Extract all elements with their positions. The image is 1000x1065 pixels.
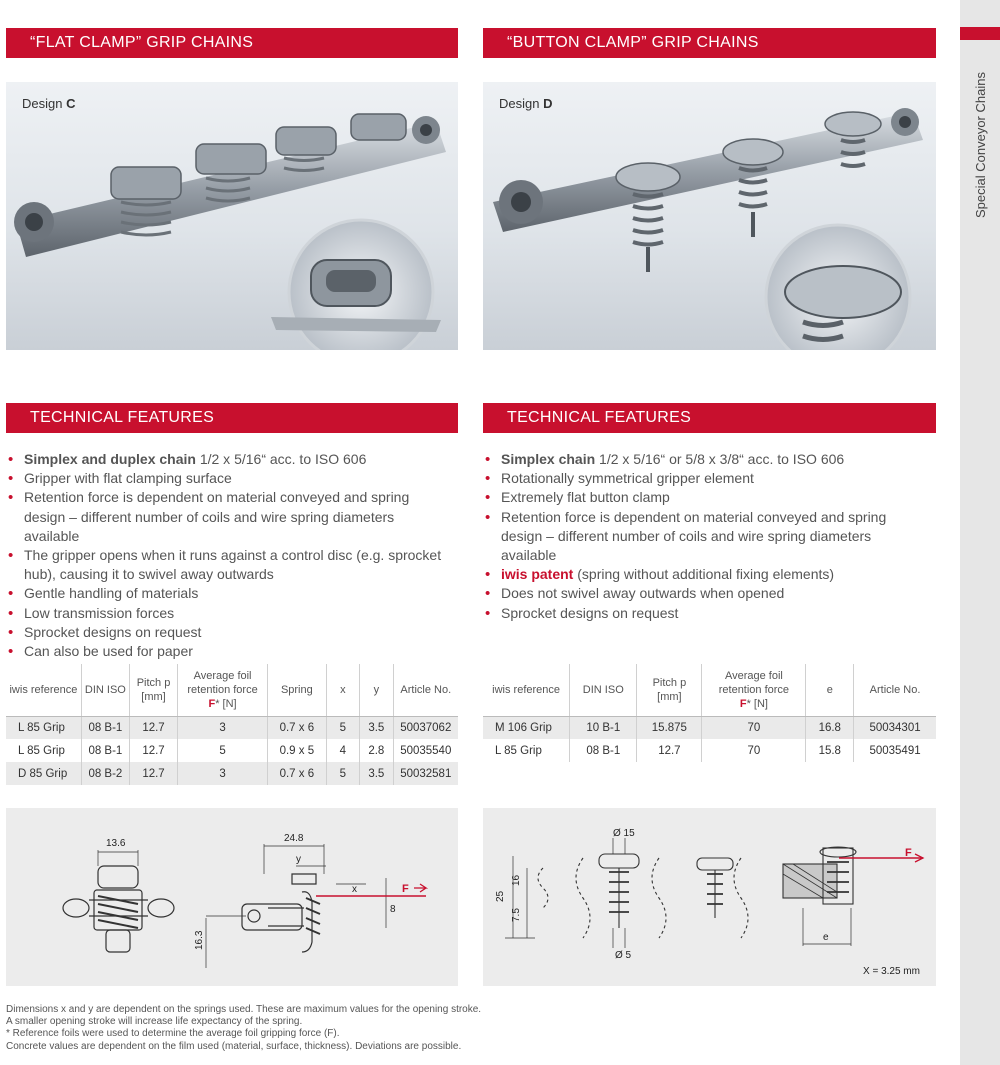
feature-item: [8, 604, 448, 623]
design-d-letter: D: [543, 96, 553, 111]
table-row: [483, 739, 936, 762]
button-clamp-chain-illustration: [483, 82, 936, 350]
table-cell: 15.875: [637, 716, 702, 739]
design-c-photo: [6, 82, 458, 350]
feature-text: Gentle handling of materials: [24, 585, 199, 602]
left-feature-list: [8, 450, 448, 661]
table-cell: 10 B-1: [570, 716, 637, 739]
col-header-pitch: Pitch p [mm]: [129, 664, 177, 716]
table-cell: 70: [702, 716, 806, 739]
feature-item: [8, 488, 448, 546]
col-header-spring: Spring: [268, 664, 327, 716]
dim-8: 8: [390, 904, 396, 915]
button-clamp-technical-drawing: [483, 808, 936, 986]
feature-text: Sprocket designs on request: [501, 604, 679, 621]
sidebar: [960, 0, 1000, 1065]
table-cell: 5: [326, 716, 359, 739]
table-cell: L 85 Grip: [18, 744, 65, 757]
table-row: [6, 716, 458, 739]
flat-clamp-heading: “FLAT CLAMP” GRIP CHAINS: [6, 28, 458, 58]
table-cell: 50037062: [393, 716, 458, 739]
col-header-din-iso: DIN ISO: [81, 664, 129, 716]
table-cell: 3.5: [360, 716, 393, 739]
dim-e: e: [823, 932, 829, 943]
dim-diameter-15: Ø 15: [613, 828, 635, 839]
feature-text: Extremely flat button clamp: [501, 489, 670, 506]
col-header-din-iso: DIN ISO: [570, 664, 637, 716]
table-cell: 0.9 x 5: [268, 739, 327, 762]
feature-item: [8, 623, 448, 642]
table-cell: 12.7: [129, 739, 177, 762]
feature-text: Retention force is dependent on material conveyed and spring design – different number of coils and wire spring diameters available: [501, 508, 887, 564]
col-header-reference: iwis reference: [483, 664, 570, 716]
dim-16: 16: [511, 874, 522, 886]
design-c-label: Design C: [22, 96, 76, 111]
dim-x: x: [352, 884, 357, 895]
feature-emphasis: Simplex chain: [501, 451, 596, 467]
col-header-retention-force: Average foil retention force F* [N]: [178, 664, 268, 716]
table-cell: 5: [326, 762, 359, 785]
table-cell: 50034301: [854, 716, 936, 739]
footnote-line: Concrete values are dependent on the film used (material, surface, thickness). Deviations are possible.: [6, 1040, 462, 1052]
table-cell: L 85 Grip: [6, 716, 81, 739]
feature-text: Rotationally symmetrical gripper element: [501, 470, 754, 487]
table-row: [483, 716, 936, 739]
feature-text: The gripper opens when it runs against a control disc (e.g. sprocket hub), causing it to swivel away outwards: [24, 547, 442, 583]
table-cell: 50035540: [393, 739, 458, 762]
left-technical-features-heading: TECHNICAL FEATURES: [6, 403, 458, 433]
button-clamp-heading: “BUTTON CLAMP” GRIP CHAINS: [483, 28, 936, 58]
force-label-f: F: [905, 847, 912, 859]
footnotes: [6, 1004, 481, 1053]
feature-item: [8, 469, 448, 488]
right-technical-features-heading: TECHNICAL FEATURES: [483, 403, 936, 433]
dim-13-6: 13.6: [106, 838, 126, 849]
table-cell: 3.5: [360, 762, 393, 785]
table-cell: 3: [178, 716, 268, 739]
sidebar-accent-bar: [960, 27, 1000, 40]
table-row: [6, 762, 458, 785]
feature-text: 1/2 x 5/16“ acc. to ISO 606: [195, 451, 367, 467]
dim-16-3: 16.3: [194, 930, 205, 950]
design-d-label: Design D: [499, 96, 553, 111]
feature-text: Can also be used for paper: [24, 643, 193, 660]
feature-text: Does not swivel away outwards when opened: [501, 585, 785, 602]
design-d-photo: [483, 82, 936, 350]
col-header-article-no: Article No.: [854, 664, 936, 716]
table-cell: D 85 Grip: [6, 762, 81, 785]
footnote-line: * Reference foils were used to determine the average foil gripping force (F).: [6, 1028, 340, 1040]
dim-24-8: 24.8: [284, 833, 304, 844]
table-cell: 70: [702, 739, 806, 762]
x-value-note: X = 3.25 mm: [863, 966, 920, 977]
dim-y: y: [296, 854, 301, 865]
table-cell: 5: [178, 739, 268, 762]
table-row: [6, 739, 458, 762]
feature-item: [485, 450, 925, 469]
flat-clamp-chain-illustration: [6, 82, 458, 350]
feature-text: 1/2 x 5/16“ or 5/8 x 3/8“ acc. to ISO 606: [595, 451, 845, 467]
col-header-x: x: [326, 664, 359, 716]
feature-item: [8, 584, 448, 603]
feature-text: Sprocket designs on request: [24, 623, 202, 640]
table-cell: M 106 Grip: [483, 716, 570, 739]
flat-clamp-drawing-svg: [6, 808, 458, 986]
table-cell: 2.8: [360, 739, 393, 762]
footnote-line: A smaller opening stroke will increase life expectancy of the spring.: [6, 1016, 303, 1028]
table-header-row: [483, 664, 936, 716]
footnote-line: Dimensions x and y are dependent on the springs used. These are maximum values for the opening stroke.: [6, 1004, 482, 1015]
feature-emphasis: Simplex and duplex chain: [24, 451, 196, 467]
table-cell: 08 B-1: [81, 739, 129, 762]
feature-text: Gripper with flat clamping surface: [24, 470, 232, 487]
dim-7-5: 7.5: [511, 908, 522, 922]
col-header-retention-force: Average foil retention force F* [N]: [702, 664, 806, 716]
flat-clamp-technical-drawing: [6, 808, 458, 986]
button-clamp-spec-table: [483, 664, 936, 762]
col-header-reference: iwis reference: [6, 664, 81, 716]
feature-item: [8, 450, 448, 469]
feature-item: [485, 508, 925, 566]
col-header-y: y: [360, 664, 393, 716]
dim-25: 25: [495, 890, 506, 902]
patent-highlight: iwis patent: [501, 566, 574, 583]
force-label-f: F: [402, 883, 409, 895]
feature-item: [485, 469, 925, 488]
col-header-e: e: [806, 664, 854, 716]
table-cell: 4: [326, 739, 359, 762]
feature-item: [8, 546, 448, 584]
feature-text: Low transmission forces: [24, 604, 175, 621]
sidebar-title: Special Conveyor Chains: [973, 72, 988, 218]
button-clamp-drawing-svg: [483, 808, 936, 986]
flat-clamp-spec-table: [6, 664, 458, 785]
right-feature-list: [485, 450, 925, 623]
feature-text: (spring without additional fixing elements): [573, 566, 835, 583]
table-cell: 12.7: [637, 739, 702, 762]
feature-text: Retention force is dependent on material conveyed and spring design – different number of coils and wire spring diameters available: [24, 489, 410, 544]
table-cell: 08 B-1: [570, 739, 637, 762]
table-cell: 50032581: [393, 762, 458, 785]
feature-item: [485, 565, 925, 584]
feature-item: [485, 604, 925, 623]
table-cell: 12.7: [129, 762, 177, 785]
dim-diameter-5: Ø 5: [615, 950, 632, 961]
table-cell: 12.7: [129, 716, 177, 739]
table-cell: 08 B-2: [81, 762, 129, 785]
table-cell: 0.7 x 6: [268, 762, 327, 785]
table-cell: 3: [178, 762, 268, 785]
feature-item: [485, 584, 925, 603]
table-cell: L 85 Grip: [495, 744, 542, 757]
feature-item: [485, 488, 925, 507]
table-cell: 0.7 x 6: [268, 716, 327, 739]
table-cell: 15.8: [806, 739, 854, 762]
feature-item: [8, 642, 448, 661]
col-header-pitch: Pitch p [mm]: [637, 664, 702, 716]
table-cell: 16.8: [806, 716, 854, 739]
table-header-row: [6, 664, 458, 716]
table-cell: 50035491: [854, 739, 936, 762]
design-c-letter: C: [66, 96, 76, 111]
table-cell: 08 B-1: [81, 716, 129, 739]
col-header-article-no: Article No.: [393, 664, 458, 716]
